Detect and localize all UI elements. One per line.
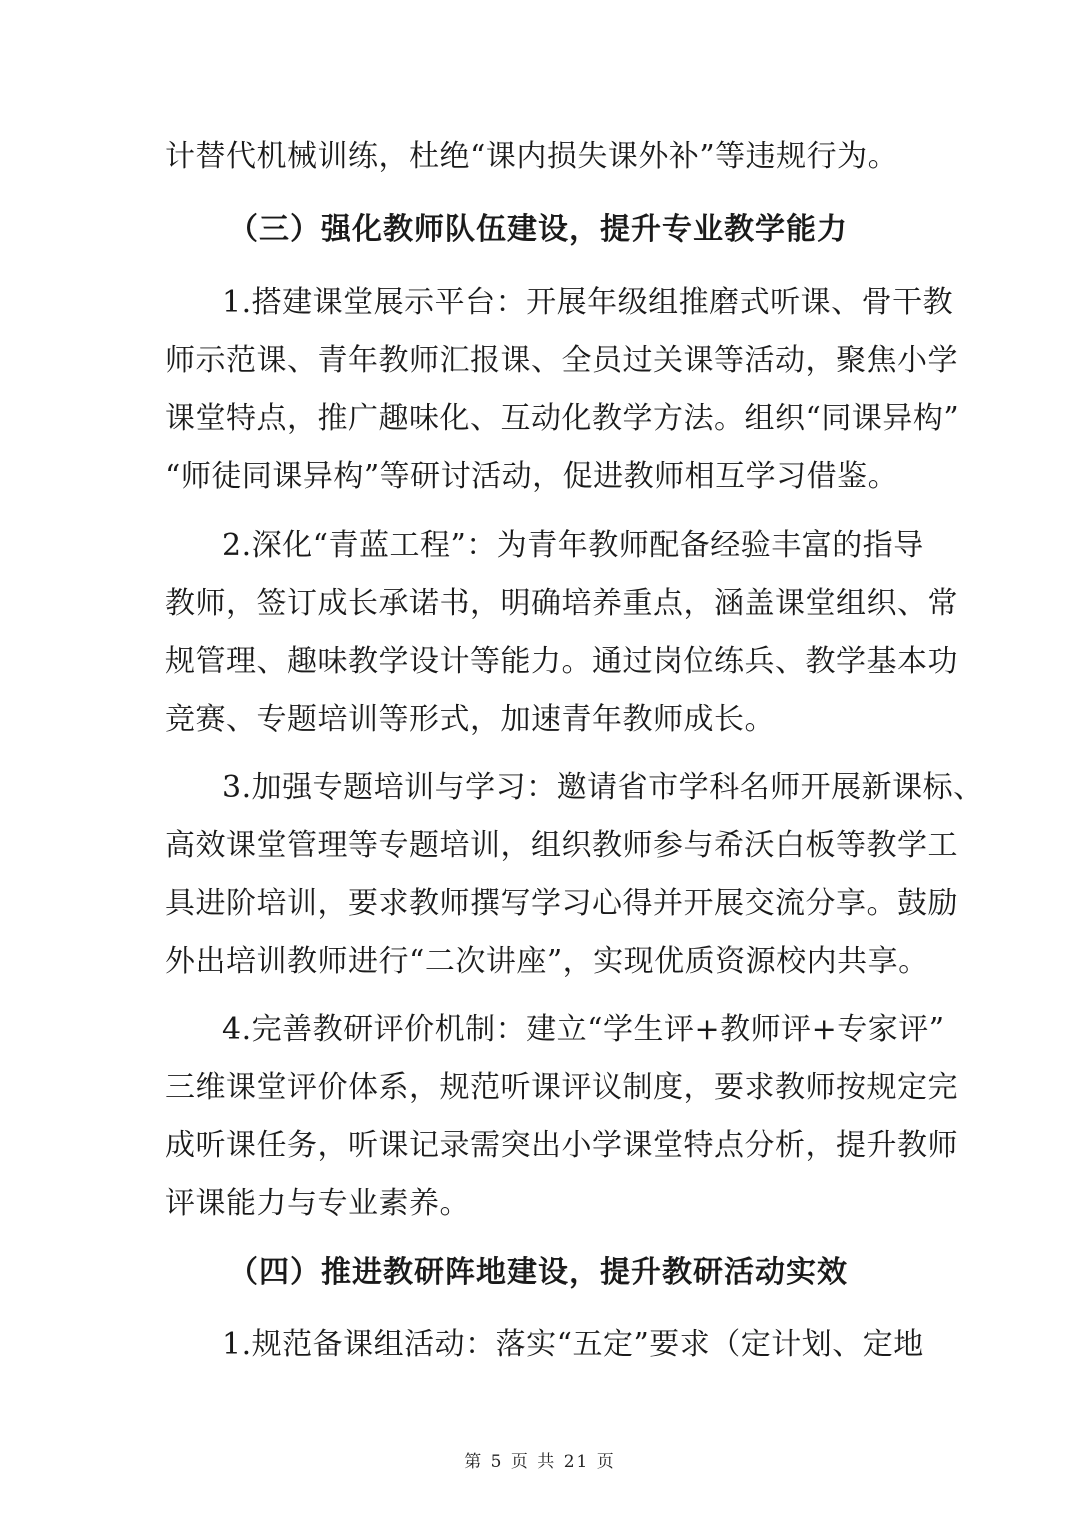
paragraph-line: 课堂特点，推广趣味化、互动化教学方法。组织“同课异构” xyxy=(165,401,960,436)
section-heading-4: （四）推进教研阵地建设，提升教研活动实效 xyxy=(228,1255,848,1290)
paragraph-line: 成听课任务，听课记录需突出小学课堂特点分析，提升教师 xyxy=(165,1128,958,1163)
paragraph-line: 具进阶培训，要求教师撰写学习心得并开展交流分享。鼓励 xyxy=(165,886,958,921)
paragraph-line: 计替代机械训练，杜绝“课内损失课外补”等违规行为。 xyxy=(165,139,899,174)
paragraph-line: 高效课堂管理等专题培训，组织教师参与希沃白板等教学工 xyxy=(165,828,958,863)
paragraph-line: 3.加强专题培训与学习：邀请省市学科名师开展新课标、 xyxy=(222,770,984,805)
paragraph-line: 师示范课、青年教师汇报课、全员过关课等活动，聚焦小学 xyxy=(165,343,958,378)
paragraph-line: 教师，签订成长承诺书，明确培养重点，涵盖课堂组织、常 xyxy=(165,586,958,621)
paragraph-line: “师徒同课异构”等研讨活动，促进教师相互学习借鉴。 xyxy=(165,459,899,494)
paragraph-line: 4.完善教研评价机制：建立“学生评+教师评+专家评” xyxy=(222,1012,945,1047)
section-heading-3: （三）强化教师队伍建设，提升专业教学能力 xyxy=(228,212,848,247)
paragraph-line: 2.深化“青蓝工程”：为青年教师配备经验丰富的指导 xyxy=(222,528,924,563)
paragraph-line: 1.搭建课堂展示平台：开展年级组推磨式听课、骨干教 xyxy=(222,285,954,320)
paragraph-line: 外出培训教师进行“二次讲座”，实现优质资源校内共享。 xyxy=(165,944,929,979)
paragraph-line: 三维课堂评价体系，规范听课评议制度，要求教师按规定完 xyxy=(165,1070,958,1105)
paragraph-line: 竞赛、专题培训等形式，加速青年教师成长。 xyxy=(165,702,775,737)
paragraph-line: 评课能力与专业素养。 xyxy=(165,1186,470,1221)
paragraph-line: 规管理、趣味教学设计等能力。通过岗位练兵、教学基本功 xyxy=(165,644,958,679)
paragraph-line: 1.规范备课组活动：落实“五定”要求（定计划、定地 xyxy=(222,1327,924,1362)
page-footer: 第 5 页 共 21 页 xyxy=(464,1452,616,1472)
